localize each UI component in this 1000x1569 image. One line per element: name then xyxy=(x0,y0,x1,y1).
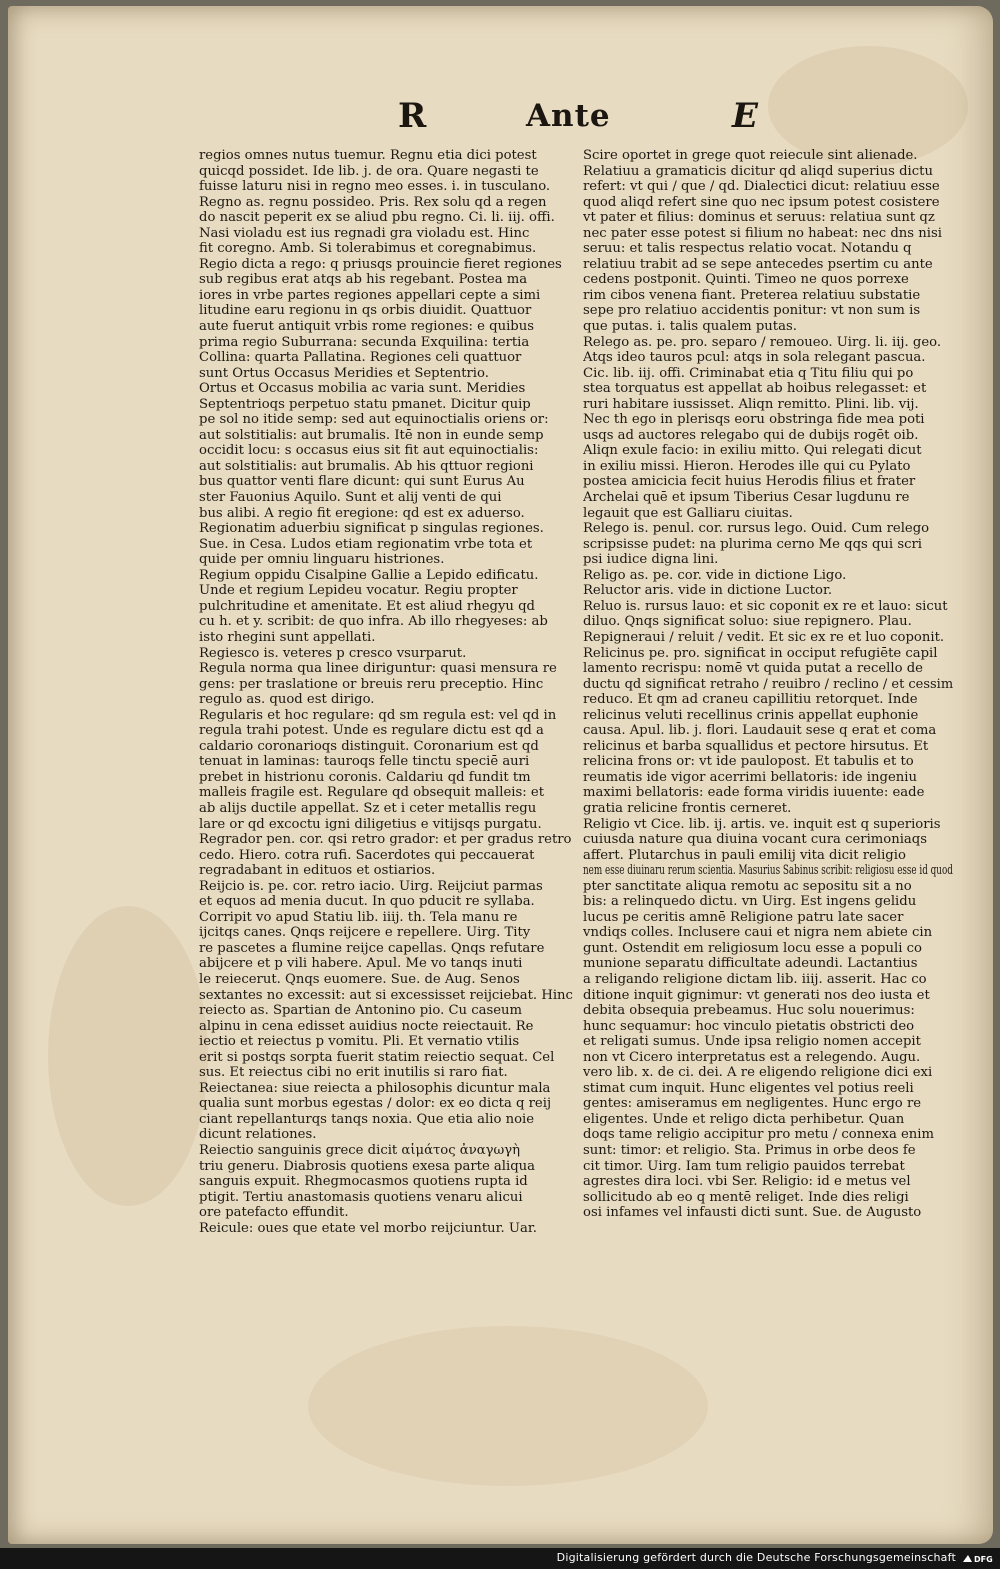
header-center-word: Ante xyxy=(526,98,611,134)
text-line: que putas. i. talis qualem putas. xyxy=(583,319,797,335)
header-right-letter: E xyxy=(732,96,759,136)
text-line: Regio dicta a rego: q priusqs prouincie fieret regiones xyxy=(199,256,562,272)
text-line: pter sanctitate aliqua remotu ac sepositu sit a no xyxy=(583,878,912,894)
right-text-column xyxy=(583,148,953,1221)
text-line: maximi bellatoris: eade forma viridis iuuente: eade xyxy=(583,785,925,801)
running-header xyxy=(360,96,800,146)
text-line: Relego as. pe. pro. separo / remoueo. Uirg. li. iij. geo. xyxy=(583,334,942,350)
text-line: bus quattor venti flare dicunt: qui sunt Eurus Au xyxy=(199,474,525,490)
text-line: iores in vrbe partes regiones appellari cepte a simi xyxy=(199,287,541,303)
text-line: ruri habitare iussisset. Aliqn remitto. Plini. lib. vij. xyxy=(583,396,919,412)
text-line: postea amicicia fecit huius Herodis filius et frater xyxy=(583,474,916,490)
text-line: ster Fauonius Aquilo. Sunt et alij venti de qui xyxy=(199,490,502,506)
text-line: vero lib. x. de ci. dei. A re eligendo religione dici exi xyxy=(583,1065,933,1081)
text-line: gens: per traslatione or breuis reru preceptio. Hinc xyxy=(199,676,544,692)
text-line: qualia sunt morbus egestas / dolor: ex eo dicta q reij xyxy=(199,1096,552,1112)
text-line: Regula norma qua linee diriguntur: quasi mensura re xyxy=(199,661,557,677)
text-line: Religio vt Cice. lib. ij. artis. ve. inquit est q superioris xyxy=(583,816,941,832)
text-line: sollicitudo ab eo q mentē religet. Inde dies religi xyxy=(583,1189,909,1205)
text-line: lucus pe ceritis amnē Religione patru late sacer xyxy=(583,909,904,925)
dfg-logo-text: DFG xyxy=(974,1555,993,1564)
text-line: le reiecerut. Qnqs euomere. Sue. de Aug. Senos xyxy=(199,971,520,987)
text-line: sanguis expuit. Rhegmocasmos quotiens rupta id xyxy=(199,1174,528,1190)
text-line: Reijcio is. pe. cor. retro iacio. Uirg. Reijciut parmas xyxy=(199,878,543,894)
text-line: Relego is. penul. cor. rursus lego. Ouid. Cum relego xyxy=(583,521,930,537)
text-line: Reluctor aris. vide in dictione Luctor. xyxy=(583,583,833,599)
text-line: ptigit. Tertiu anastomasis quotiens venaru alicui xyxy=(199,1189,523,1205)
text-line: nem esse diuinaru rerum scientia. Masurius Sabinus scribit: religiosu esse id quod xyxy=(583,863,953,879)
text-line: reiecto as. Spartian de Antonino pio. Cu caseum xyxy=(199,1003,523,1019)
text-line: relicinus veluti recellinus crinis appellat euphonie xyxy=(583,707,919,723)
text-line: agrestes dira loci. vbi Ser. Religio: id e metus vel xyxy=(583,1174,911,1190)
text-line: alpinu in cena edisset auidius nocte reiectauit. Re xyxy=(199,1018,534,1034)
text-line: caldario coronarioqs distinguit. Coronarium est qd xyxy=(199,738,539,754)
text-line: eligentes. Unde et religo dicta perhibetur. Quan xyxy=(583,1111,905,1127)
text-line: occidit locu: s occasus eius sit fit aut equinoctialis: xyxy=(199,443,539,459)
text-line: doqs tame religio accipitur pro metu / connexa enim xyxy=(583,1127,935,1143)
text-line: regradabant in edituos et ostiarios. xyxy=(199,863,436,879)
text-line: cit timor. Uirg. Iam tum religio pauidos terrebat xyxy=(583,1158,905,1174)
text-line: scripsisse pudet: na plurima cerno Me qqs qui scri xyxy=(583,536,923,552)
text-line: ab alijs ductile appellat. Sz et i ceter metallis regu xyxy=(199,800,537,816)
text-line: Regularis et hoc regulare: qd sm regula est: vel qd in xyxy=(199,707,557,723)
text-line: Atqs ideo tauros pcul: atqs in sola relegant pascua. xyxy=(583,350,926,366)
text-line: tenuat in laminas: tauroqs felle tinctu speciē auri xyxy=(199,754,530,770)
text-line: cu h. et y. scribit: de quo infra. Ab illo rhegyeses: ab xyxy=(199,614,548,630)
text-line: Regium oppidu Cisalpine Gallie a Lepido edificatu. xyxy=(199,567,539,583)
text-line: Ortus et Occasus mobilia ac varia sunt. Meridies xyxy=(199,381,526,397)
text-line: cedens postponit. Quinti. Timeo ne quos porrexe xyxy=(583,272,909,288)
text-line: aut solstitialis: aut brumalis. Ab his qttuor regioni xyxy=(199,458,534,474)
text-line: causa. Apul. lib. j. flori. Laudauit sese q erat et coma xyxy=(583,723,937,739)
text-line: Regno as. regnu possideo. Pris. Rex solu qd a regen xyxy=(199,194,547,210)
paper-stain xyxy=(308,1326,708,1486)
text-line: Scire oportet in grege quot reiecule sint alienade. xyxy=(583,148,918,163)
text-line: ductu qd significat retraho / reuibro / reclino / et cessim xyxy=(583,676,953,692)
text-line: quod aliqd refert sine quo nec ipsum potest cosistere xyxy=(583,194,940,210)
text-line: Regiesco is. veteres p cresco vsurparut. xyxy=(199,645,467,661)
text-line: usqs ad auctores relegabo qui de dubijs rogēt oib. xyxy=(583,427,919,443)
text-line: Regionatim aduerbiu significat p singulas regiones. xyxy=(199,521,544,537)
text-line: re pascetes a flumine reijce capellas. Qnqs refutare xyxy=(199,940,545,956)
text-line: debita obsequia prebeamus. Huc solu nouerimus: xyxy=(583,1003,915,1019)
text-line: abijcere et p vili habere. Apul. Me vo tanqs inuti xyxy=(199,956,523,972)
text-line: gunt. Ostendit em religiosum locu esse a populi co xyxy=(583,940,922,956)
text-line: regios omnes nutus tuemur. Regnu etia dici potest xyxy=(199,148,537,163)
text-line: Collina: quarta Pallatina. Regiones celi quattuor xyxy=(199,350,522,366)
text-line: malleis fragile est. Regulare qd obsequit malleis: et xyxy=(199,785,545,801)
text-line: gentes: amiseramus em negligentes. Hunc ergo re xyxy=(583,1096,922,1112)
text-line: quide per omniu linguaru histriones. xyxy=(199,552,445,568)
text-line: cedo. Hiero. cotra rufi. Sacerdotes qui peccauerat xyxy=(199,847,535,863)
text-line: regula trahi potest. Unde es regulare dictu est qd a xyxy=(199,723,544,739)
text-line: litudine earu regionu in qs orbis diuidit. Quattuor xyxy=(199,303,532,319)
text-line: stea torquatus est appellat ab hoibus relegasset: et xyxy=(583,381,927,397)
text-line: bus alibi. A regio fit eregione: qd est ex aduerso. xyxy=(199,505,525,521)
text-line: in exiliu missi. Hieron. Herodes ille qui cu Pylato xyxy=(583,458,911,474)
text-line: sextantes no excessit: aut si excessisset reijciebat. Hinc xyxy=(199,987,573,1003)
text-line: relicina frons or: vt ide paulopost. Et tabulis et to xyxy=(583,754,914,770)
funding-credit: Digitalisierung gefördert durch die Deutsche Forschungsgemeinschaft xyxy=(556,1551,956,1564)
text-line: cuiusda nature qua diuina vocant cura cerimoniaqs xyxy=(583,832,928,848)
text-line: Archelai quē et ipsum Tiberius Cesar lugdunu re xyxy=(583,490,910,506)
text-line: sub regibus erat atqs ab his regebant. Postea ma xyxy=(199,272,528,288)
text-line: lamento recrispu: nomē vt quida putat a recello de xyxy=(583,661,923,677)
left-text-column xyxy=(199,148,575,1236)
text-line: seruu: et talis respectus relatio vocat. Notandu q xyxy=(583,241,912,257)
text-line: reduco. Et qm ad craneu capillitiu retorquet. Inde xyxy=(583,692,918,708)
text-line: Regrador pen. cor. qsi retro grador: et per gradus retro xyxy=(199,832,572,848)
text-line: Nec th ego in plerisqs eoru obstringa fide mea poti xyxy=(583,412,925,428)
text-line: Relatiuu a gramaticis dicitur qd aliqd superius dictu xyxy=(583,163,933,179)
text-line: Reiectanea: siue reiecta a philosophis dicuntur mala xyxy=(199,1080,551,1096)
text-line: Religo as. pe. cor. vide in dictione Ligo. xyxy=(583,567,847,583)
text-line: do nascit peperit ex se aliud pbu regno. Ci. li. iij. offi. xyxy=(199,210,555,226)
text-line: hunc sequamur: hoc vinculo pietatis obstricti deo xyxy=(583,1018,915,1034)
text-line: lare or qd excoctu igni diligetius e vitijsqs purgatu. xyxy=(199,816,542,832)
text-line: Reluo is. rursus lauo: et sic coponit ex re et lauo: sicut xyxy=(583,598,948,614)
text-line: nec pater esse potest si filium no habeat: nec dns nisi xyxy=(583,225,942,241)
text-line: Reicule: oues que etate vel morbo reijciuntur. Uar. xyxy=(199,1220,537,1236)
text-line: Unde et regium Lepideu vocatur. Regiu propter xyxy=(199,583,518,599)
text-line: legauit que est Galliaru ciuitas. xyxy=(583,505,793,521)
text-line: triu generu. Diabrosis quotiens exesa parte aliqua xyxy=(199,1158,536,1174)
text-line: osi infames vel infausti dicti sunt. Sue. de Augusto xyxy=(583,1205,922,1221)
text-line: psi iudice digna lini. xyxy=(583,552,719,568)
text-line: sepe pro relatiuo accidentis ponitur: vt non sum is xyxy=(583,303,921,319)
text-line: et religati sumus. Unde ipsa religio nomen accepit xyxy=(583,1034,921,1050)
text-line: Aliqn exule facio: in exiliu mitto. Qui relegati dicut xyxy=(583,443,922,459)
header-left-letter: R xyxy=(398,96,428,136)
text-line: munione separatu difficultate adeundi. Lactantius xyxy=(583,956,918,972)
text-line: prebet in histrionu coronis. Caldariu qd fundit tm xyxy=(199,769,531,785)
text-line: prima regio Suburrana: secunda Exquilina: tertia xyxy=(199,334,530,350)
text-line: ijcitqs canes. Qnqs reijcere e repellere. Uirg. Tity xyxy=(199,925,531,941)
text-line: relatiuu trabit ad se sepe antecedes psertim cu ante xyxy=(583,256,933,272)
text-line: sus. Et reiectus cibi no erit inutilis si raro fiat. xyxy=(199,1065,508,1081)
text-line: refert: vt qui / que / qd. Dialectici dicut: relatiuu esse xyxy=(583,179,940,195)
text-line: diluo. Qnqs significat soluo: siue repignero. Plau. xyxy=(583,614,912,630)
text-line: Repigneraui / reluit / vedit. Et sic ex re et luo coponit. xyxy=(583,629,945,645)
text-line: sunt Ortus Occasus Meridies et Septentrio. xyxy=(199,365,489,381)
text-line: iectio et reiectus p vomitu. Pli. Et vernatio vtilis xyxy=(199,1034,520,1050)
text-line: relicinus et barba squallidus et pectore hirsutus. Et xyxy=(583,738,929,754)
text-line: stimat cum inquit. Hunc eligentes vel potius reeli xyxy=(583,1080,914,1096)
text-line: erit si postqs sorpta fuerit statim reiectio sequat. Cel xyxy=(199,1049,555,1065)
text-line: vt pater et filius: dominus et seruus: relatiua sunt qz xyxy=(583,210,935,226)
text-line: isto rhegini sunt appellati. xyxy=(199,629,376,645)
text-line: ditione inquit gignimur: vt generati nos deo iusta et xyxy=(583,987,930,1003)
text-line: et equos ad menia ducut. In quo pducit re syllaba. xyxy=(199,894,535,910)
text-line: reumatis ide vigor acerrimi bellatoris: ide ingeniu xyxy=(583,769,917,785)
text-line: affert. Plutarchus in pauli emilij vita dicit religio xyxy=(583,847,906,863)
text-line: bis: a relinquedo dictu. vn Uirg. Est ingens gelidu xyxy=(583,894,917,910)
text-line: Septentrioqs perpetuo statu pmanet. Dicitur quip xyxy=(199,396,531,412)
digitization-footer xyxy=(0,1548,1000,1569)
text-line: aute fuerut antiquit vrbis rome regiones: e quibus xyxy=(199,319,535,335)
text-line: non vt Cicero interpretatus est a relegendo. Augu. xyxy=(583,1049,921,1065)
text-line: fit coregno. Amb. Si tolerabimus et coregnabimus. xyxy=(199,241,537,257)
text-line: Nasi violadu est ius regnadi gra violadu est. Hinc xyxy=(199,225,530,241)
text-line: dicunt relationes. xyxy=(199,1127,317,1143)
text-line: ore patefacto effundit. xyxy=(199,1205,349,1221)
text-line: quicqd possidet. Ide lib. j. de ora. Quare negasti te xyxy=(199,163,539,179)
text-line: vndiqs colles. Inclusere caui et nigra nem abiete cin xyxy=(583,925,933,941)
text-line: sunt: timor: et religio. Sta. Primus in orbe deos fe xyxy=(583,1143,916,1158)
text-line: aut solstitialis: aut brumalis. Itē non in eunde semp xyxy=(199,427,544,443)
text-line: rim cibos venena fiant. Preterea relatiuu substatie xyxy=(583,287,921,303)
paper-stain xyxy=(48,906,208,1206)
text-line: Reiectio sanguinis grece dicit αἱμάτος ἀναγωγὴ xyxy=(199,1143,521,1158)
text-line: gratia relicine frontis cerneret. xyxy=(583,800,792,816)
text-line: pulchritudine et amenitate. Et est aliud rhegyu qd xyxy=(199,598,535,614)
dfg-logo-icon xyxy=(962,1552,994,1565)
text-line: Corripit vo apud Statiu lib. iiij. th. Tela manu re xyxy=(199,909,518,925)
text-line: pe sol no itide semp: sed aut equinoctialis oriens or: xyxy=(199,412,549,428)
text-line: regulo as. quod est dirigo. xyxy=(199,692,375,708)
text-line: Sue. in Cesa. Ludos etiam regionatim vrbe tota et xyxy=(199,536,533,552)
text-line: a religando religione dictam lib. iiij. asserit. Hac co xyxy=(583,971,927,987)
text-line: ciant repellanturqs tanqs noxia. Que etia alio noie xyxy=(199,1111,535,1127)
text-line: fuisse laturu nisi in regno meo esses. i. in tusculano. xyxy=(199,179,551,195)
text-line: Cic. lib. iij. offi. Criminabat etia q Titu filiu qui po xyxy=(583,365,914,381)
text-line: Relicinus pe. pro. significat in occiput refugiēte capil xyxy=(583,645,938,661)
